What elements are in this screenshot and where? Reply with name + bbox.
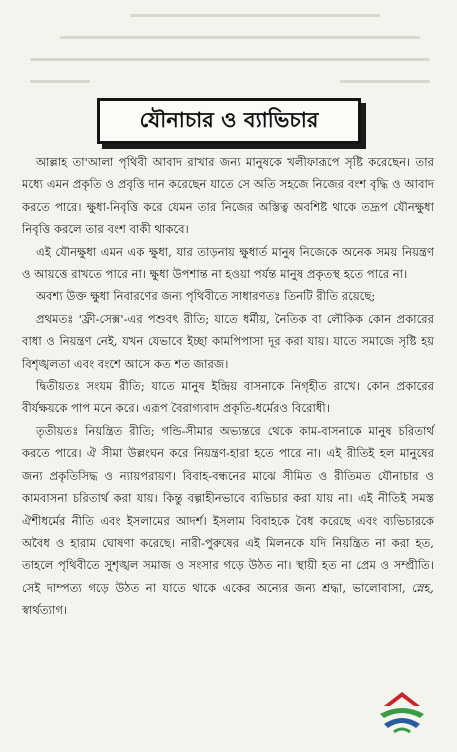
previous-page-bleed-through: [0, 0, 457, 95]
body-text: [22, 151, 434, 622]
chapter-title-box: [97, 98, 361, 144]
paragraph: দ্বিতীয়তঃ সংযম রীতি; যাতে মানুষ ইন্দ্রিয় বাসনাকে নিগৃহীত রাখে। কোন প্রকারের বীর্যক্ষয়কে পাপ মনে করে। এরূপ বৈরাগ্যবাদ প্রকৃতি-ধর্মেরও বিরোধী।: [22, 379, 434, 416]
paragraph: প্রথমতঃ 'ফ্রী-সেক্স'-এর পশুবৎ রীতি; যাতে ধর্মীয়, নৈতিক বা লৌকিক কোন প্রকারের বাধা ও নিয়ন্ত্রণ নেই, যখন যেভাবে ইচ্ছা কামপিপাসা দূর করা যায়। যাতে সমাজে সৃষ্টি হয় বিশৃঙ্খলতা এবং বংশে আসে কত শত জারজ।: [22, 311, 434, 371]
paragraph: অবশ্য উক্ত ক্ষুধা নিবারণের জন্য পৃথিবীতে সাধারণতঃ তিনটি রীতি রয়েছে;: [36, 289, 376, 304]
publisher-logo-icon: [374, 688, 430, 736]
paragraph: তৃতীয়তঃ নিয়ন্ত্রিত রীতি; গন্ডি-সীমার অভ্যন্তরে থেকে কাম-বাসনাকে মানুষ চরিতার্থ করতে পারে। ঐ সীমা উল্লংঘন করে নিয়ন্ত্রণ-হারা হতে পারে না। এই রীতিই হল মানুষের জন্য প্রকৃতিসিদ্ধ ও ন্যায়পরায়ণ। বিবাহ-বন্ধনের মাঝে সীমিত ও রীতিমত যৌনাচার ও কামবাসনা চরিতার্থ করা যায়। কিন্তু বল্গাহীনভাবে ব্যভিচার করা যায় না। এই নীতিই সমস্ত ঐশীধর্মের নীতি এবং ইসলামের আদর্শ। ইসলাম বিবাহকে বৈধ করেছে এবং ব্যভিচারকে অবৈধ ও হারাম ঘোষণা করেছে। নারী-পুরুষের এই মিলনকে যদি নিয়ন্ত্রিত না করা হত, তাহলে পৃথিবীতে সুশৃঙ্খল সমাজ ও সংসার গড়ে উঠত না। স্থায়ী হত না প্রেম ও সম্প্রীতি। সেই দাম্পত্য গড়ে উঠত না যাতে থাকে একের অন্যের জন্য শ্রদ্ধা, ভালোবাসা, স্নেহ, স্বার্থত্যাগ।: [22, 423, 434, 618]
paragraph: এই যৌনক্ষুধা এমন এক ক্ষুধা, যার তাড়নায় ক্ষুধার্ত মানুষ নিজেকে অনেক সময় নিয়ন্ত্রণ ও আয়ত্তে রাখতে পারে না। ক্ষুধা উপশান্ত না হওয়া পর্যন্ত মানুষ প্রকৃতস্থ হতে পারে না।: [22, 244, 434, 282]
chapter-title: যৌনাচার ও ব্যাভিচার: [139, 107, 319, 132]
paragraph: আল্লাহ তা'আলা পৃথিবী আবাদ রাখার জন্য মানুষকে খলীফারূপে সৃষ্টি করেছেন। তার মধ্যে এমন প্রকৃতি ও প্রবৃত্তি দান করেছেন যাতে সে অতি সহজে নিজের বংশ বৃদ্ধি ও আবাদ করতে পারে। ক্ষুধা-নিবৃত্তি করে যেমন তার নিজের অস্তিত্ব অবশিষ্ট থাকে তদ্রূপ যৌনক্ষুধা নিবৃত্তি করলে তার বংশ বাকী থাকবে।: [22, 155, 434, 237]
